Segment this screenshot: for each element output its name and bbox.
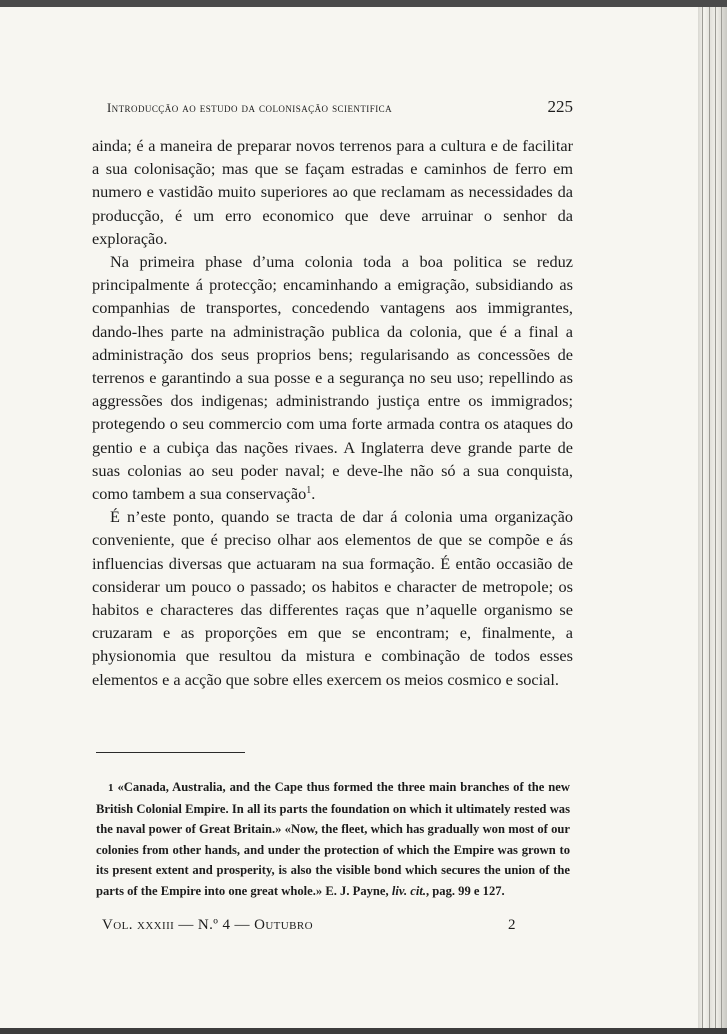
volume-signature-text: Vol. xxxiii — N.º 4 — Outubro — [102, 917, 313, 933]
footnote-reference: 1 — [306, 485, 312, 497]
binding-line — [721, 7, 722, 1028]
page-number: 225 — [547, 97, 573, 116]
footnote-citation: liv. cit. — [391, 883, 426, 898]
binding-line — [709, 7, 710, 1028]
volume-signature — [102, 917, 313, 934]
running-header — [92, 99, 573, 119]
paragraph-end: . — [311, 484, 316, 504]
footnote-citation-pages: , pag. 99 e 127. — [425, 883, 505, 898]
scan-bottom-border — [0, 1028, 727, 1034]
footnote — [96, 777, 570, 901]
paragraph-continuation: ainda; é a maneira de preparar novos terrenos para a cultura e de facilitar a sua colonisação; mas que se façam estradas e caminhos de ferro em numero e vastidão muito superiores ao que reclamam as necessidades da producção, é um erro economico que deve arruinar o senhor da exploração. — [92, 136, 573, 248]
sheet-signature — [102, 917, 522, 939]
footnote-marker: 1 — [108, 782, 114, 794]
footnote-text: «Canada, Australia, and the Cape thus formed the three main branches of the new British Colonial Empire. In all its parts the foundation on which it ultimately rested was the naval power of Great Britain.» «Now, the fleet, which has gradually won most of our colonies from other hands, and under the protection of which the Empire was grown to its present extent and prosperity, is also the visible bond which secures the union of the parts of the Empire into one great whole.» E. J. Payne, — [96, 780, 570, 898]
sheet-number: 2 — [508, 917, 516, 933]
footnote-paragraph — [96, 777, 570, 901]
binding-line — [702, 7, 703, 1028]
footnote-rule — [96, 752, 245, 753]
paragraph-text: Na primeira phase d’uma colonia toda a boa politica se reduz principalmente á protecção; encaminhando a emigração, subsidiando as companhias de transportes, concedendo vantagens aos immigrantes, dando-lhes parte na administração publica da colonia, que é a final a administração dos seus proprios bens; regularisando as concessões de terrenos e garantindo a sua posse e a segurança no seu uso; repellindo as aggressões dos indigenas; administrando justiça entre os immigrados; protegendo o seu commercio com uma forte armada contra os ataques do gentio e a cubiça das nações rivaes. A Inglaterra deve grande parte de suas colonias ao seu poder naval; e deve-lhe não só a sua conquista, como tambem a sua conservação — [92, 252, 573, 504]
binding-line — [715, 7, 716, 1028]
book-binding-edge — [698, 7, 727, 1028]
paragraph: É n’este ponto, quando se tracta de dar á colonia uma organização conveniente, que é preciso olhar aos elementos de que se compõe e ás influencias diversas que actuaram na sua formação. É então occasião de considerar um pouco o passado; os habitos e character de metropole; os habitos e characteres das differentes raças que n’aquelle organismo se cruzaram e as proporções em que se encontram; e, finalmente, a physionomia que resultou da mistura e combinação de todos esses elementos e a acção que sobre elles exercem os meios cosmico e social. — [92, 507, 573, 689]
scan-top-border — [0, 0, 727, 7]
body-text — [92, 134, 573, 691]
running-header-title: Introducção ao estudo da colonisação scientifica — [107, 101, 393, 115]
paragraph — [92, 250, 573, 505]
